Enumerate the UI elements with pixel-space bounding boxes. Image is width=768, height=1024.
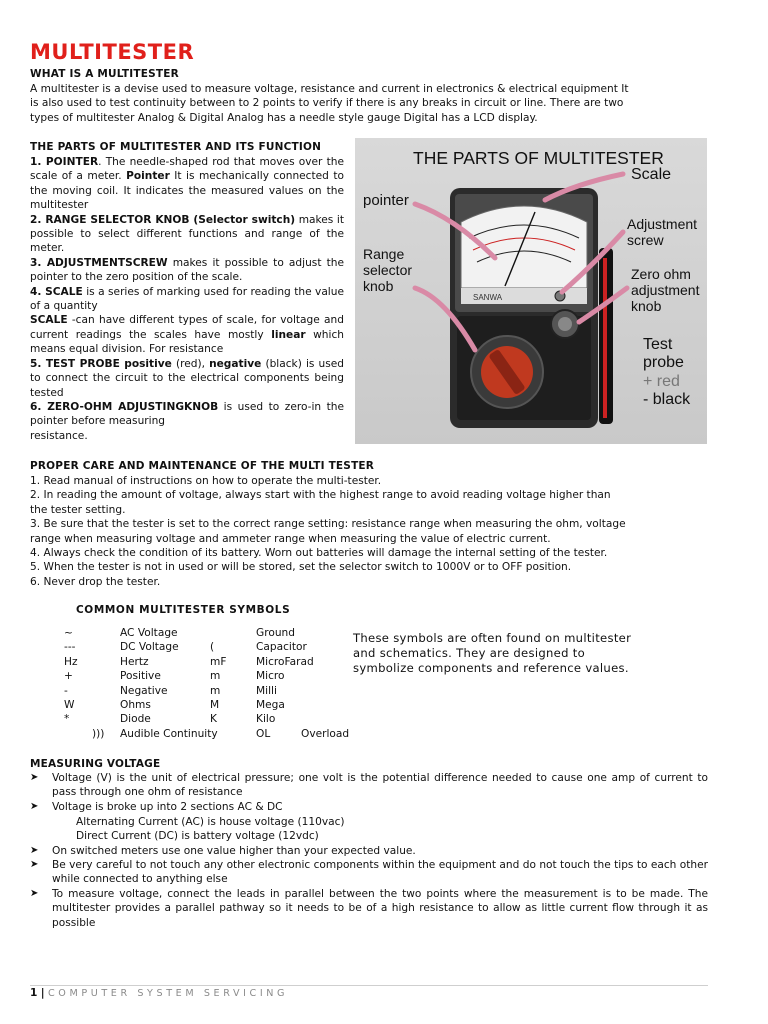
course-name: COMPUTER SYSTEM SERVICING <box>48 988 289 999</box>
symbol: mF <box>210 655 227 668</box>
care-item: 2. In reading the amount of voltage, always start with the highest range to avoid reading voltage higher than <box>30 489 611 502</box>
voltage-dc: Direct Current (DC) is battery voltage (12vdc) <box>76 830 319 842</box>
symbol-name: Ohms <box>120 698 151 711</box>
symbol-name: Hertz <box>120 655 149 668</box>
test-probe-red <box>603 258 607 418</box>
what-paragraph <box>30 82 708 125</box>
part-text: makes it possible to select different functions and range of the meter. <box>30 213 345 255</box>
footer-separator: | <box>40 987 45 999</box>
what-line: A multitester is a devise used to measure voltage, resistance and current in electronics & electrical equipment It <box>30 83 629 95</box>
care-item: 4. Always check the condition of its battery. Worn out batteries will damage the internal setting of the tester. <box>30 547 608 560</box>
label-test-probe <box>643 336 690 410</box>
bullet-text: On switched meters use one value higher than your expected value. <box>52 845 416 857</box>
voltage-bullet <box>30 887 708 930</box>
symbol-name: Ground <box>256 627 295 639</box>
bullet-text: To measure voltage, connect the leads in parallel between the two points where the measurement is to be made. The multitester provides a parallel pathway so it needs to be of a high resistance to allow as little current flow through it as possible <box>52 888 708 929</box>
part-label: negative <box>209 357 262 370</box>
symbols-note <box>353 631 673 676</box>
label-line: Test <box>643 336 673 353</box>
part-label: Pointer <box>126 170 170 183</box>
note-line: These symbols are often found on multitester <box>353 631 632 645</box>
what-heading: WHAT IS A MULTITESTER <box>30 68 179 80</box>
label-black: - black <box>643 391 691 409</box>
what-line: types of multitester Analog & Digital Analog has a needle style gauge Digital has a LCD display. <box>30 111 538 124</box>
symbol-name: Micro <box>256 670 285 683</box>
arrow-bullet-icon: ➤ <box>30 859 39 870</box>
care-item: range when measuring voltage and ammeter range when measuring the value of electric current. <box>30 532 551 545</box>
symbol: ))) <box>92 727 105 740</box>
part-adjustment-screw <box>30 256 344 285</box>
label-red: + red <box>643 372 680 390</box>
symbol: - <box>64 684 68 697</box>
part-label: 1. POINTER <box>30 156 99 168</box>
arrow-bullet-icon: ➤ <box>30 772 39 783</box>
voltage-bullet <box>30 800 708 814</box>
voltage-heading: MEASURING VOLTAGE <box>30 758 161 770</box>
symbol: W <box>64 698 75 711</box>
parts-heading: THE PARTS OF MULTITESTER AND ITS FUNCTION <box>30 141 322 153</box>
arrow-bullet-icon: ➤ <box>30 888 39 899</box>
symbol: Hz <box>64 655 78 668</box>
symbols-heading: COMMON MULTITESTER SYMBOLS <box>76 604 291 616</box>
bullet-text: Voltage is broke up into 2 sections AC & DC <box>52 801 283 813</box>
part-label: linear <box>271 328 306 341</box>
symbol: + <box>64 670 73 683</box>
label-line: selector <box>363 262 413 279</box>
part-label: SCALE <box>30 314 68 327</box>
symbol: ( <box>210 641 215 654</box>
care-heading: PROPER CARE AND MAINTENANCE OF THE MULTI TESTER <box>30 460 375 472</box>
label-line: knob <box>363 278 394 295</box>
part-text: makes it possible to adjust the pointer to the zero position of the scale. <box>30 256 344 284</box>
part-text: -can have different types of scale, for voltage and current readings the scales have mostly <box>30 314 344 341</box>
label-scale: Scale <box>631 166 672 183</box>
voltage-bullet <box>30 844 708 858</box>
symbol: OL <box>256 727 271 740</box>
symbol-name: Overload <box>301 727 350 740</box>
arrow-bullet-icon: ➤ <box>30 845 39 856</box>
care-item: 1. Read manual of instructions on how to operate the multi-tester. <box>30 475 382 487</box>
symbol-name: Mega <box>256 698 285 711</box>
symbol: m <box>210 684 221 697</box>
parts-list <box>30 155 344 443</box>
symbol: M <box>210 698 220 711</box>
label-adjustment-screw <box>627 216 697 248</box>
care-item: 3. Be sure that the tester is set to the correct range setting: resistance range when measuring the ohm, voltage <box>30 518 626 531</box>
note-line: symbolize components and reference values. <box>353 661 629 675</box>
page-footer <box>30 987 288 999</box>
note-line: and schematics. They are designed to <box>353 646 585 660</box>
part-text: which means equal division. For resistance <box>30 328 344 356</box>
label-zero-ohm <box>631 266 699 314</box>
label-line: Range <box>363 246 405 262</box>
voltage-bullet <box>30 858 708 887</box>
label-line: Zero ohm <box>631 266 691 282</box>
multitester-figure <box>355 138 707 444</box>
part-range-selector <box>30 213 344 256</box>
brand-text: SANWA <box>473 293 503 302</box>
part-zero-ohm <box>30 400 344 429</box>
part-label: 2. RANGE SELECTOR KNOB (Selector switch) <box>30 213 296 226</box>
symbol-name: Capacitor <box>256 641 307 654</box>
bullet-text: Be very careful to not touch any other electronic components within the equipment and do not touch the tips to each other while connected to anything else <box>52 859 708 886</box>
part-label: 3. ADJUSTMENTSCREW <box>30 256 168 269</box>
label-line: probe <box>643 354 684 372</box>
label-pointer: pointer <box>363 192 409 209</box>
what-line: is also used to test continuity between to 2 points to verify if there is any breaks in circuit or line. There are two <box>30 97 624 110</box>
part-scale-types <box>30 313 344 356</box>
page-number: 1 <box>30 987 38 999</box>
symbol-name: Diode <box>120 713 151 726</box>
label-line: knob <box>631 298 662 315</box>
symbol: --- <box>64 641 76 654</box>
part-label: 6. ZERO-OHM ADJUSTINGKNOB <box>30 400 219 413</box>
voltage-ac: Alternating Current (AC) is house voltage (110vac) <box>76 816 345 828</box>
symbol: K <box>210 713 217 726</box>
symbol-name: Negative <box>120 684 168 697</box>
symbol-name: Positive <box>120 670 161 683</box>
arrow-bullet-icon: ➤ <box>30 801 39 812</box>
label-line: screw <box>627 232 664 249</box>
label-range-selector <box>363 246 412 294</box>
care-item: 5. When the tester is not in used or will be stored, set the selector switch to 1000V or to OFF position. <box>30 561 572 574</box>
part-text: It is mechanically connected to the moving coil. It indicates the measured values on the multitester <box>30 170 344 212</box>
part-zero-ohm-cont: resistance. <box>30 429 88 442</box>
footer-divider <box>30 985 708 986</box>
figure-title: THE PARTS OF MULTITESTER <box>413 148 664 168</box>
label-line: adjustment <box>631 282 700 299</box>
part-text: (red), <box>171 357 210 370</box>
part-test-probe <box>30 357 344 400</box>
symbol-name: Milli <box>256 684 277 697</box>
voltage-bullet <box>30 771 708 800</box>
symbol-name: DC Voltage <box>120 641 179 654</box>
bullet-text: Voltage (V) is the unit of electrical pressure; one volt is the potential difference needed to cause one amp of current to pass through one ohm of resistance <box>52 772 708 799</box>
symbol-name: MicroFarad <box>256 655 314 668</box>
zero-ohm-knob-center <box>558 317 572 331</box>
part-pointer <box>30 155 344 213</box>
symbol: * <box>64 713 70 726</box>
symbol-name: Audible Continuity <box>120 727 218 740</box>
part-text: . The needle-shaped rod that moves over the scale of a meter. <box>30 156 344 183</box>
label-line: Adjustment <box>627 216 698 232</box>
care-item: 6. Never drop the tester. <box>30 575 161 588</box>
part-label: 4. SCALE <box>30 285 83 298</box>
part-text: is used to zero-in the pointer before measuring <box>30 400 345 428</box>
care-item: the tester setting. <box>30 503 126 516</box>
part-text: is a series of marking used for reading the value of a quantity <box>30 285 344 313</box>
symbol-name: Kilo <box>256 713 276 726</box>
part-label: 5. TEST PROBE positive <box>30 357 172 370</box>
care-list <box>30 474 708 589</box>
part-scale <box>30 285 344 314</box>
page-title: MULTITESTER <box>30 40 195 64</box>
symbol: ~ <box>64 627 73 639</box>
symbol-name: AC Voltage <box>120 627 178 639</box>
symbol: m <box>210 670 221 683</box>
part-text: (black) is used to connect the circuit to the electrical components being tested <box>30 357 344 399</box>
